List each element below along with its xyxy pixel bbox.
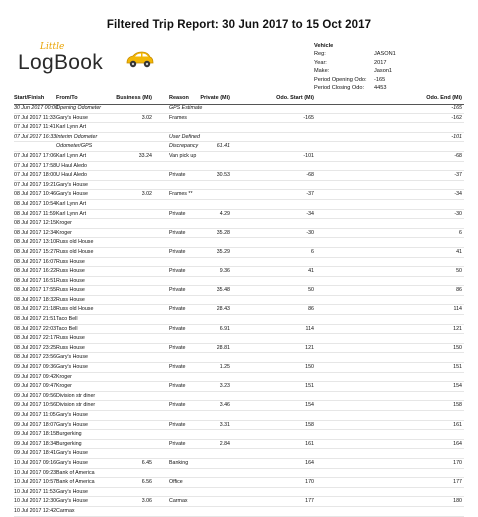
cell-reason: Frames **: [169, 191, 193, 198]
table-row: [14, 459, 464, 469]
cell-odo-start: 114: [305, 325, 314, 332]
cell-reason: User Defined: [169, 133, 200, 140]
table-row: [14, 373, 464, 383]
cell-odo-end: 180: [453, 498, 462, 505]
cell-odo-end: 158: [453, 402, 462, 409]
cell-datetime: 08 Jul 2017 21:18: [14, 306, 57, 313]
col-header-odo-start: Odo. Start (Mi): [276, 95, 314, 101]
vehicle-field-value: -165: [374, 76, 386, 83]
cell-datetime: 08 Jul 2017 16:22: [14, 268, 57, 275]
cell-odo-end: 177: [453, 479, 462, 486]
cell-private: 28.81: [216, 344, 230, 351]
cell-odo-end: -101: [451, 133, 462, 140]
table-row: [14, 334, 464, 344]
cell-datetime: 30 Jun 2017 00:00: [14, 105, 58, 111]
table-row: [14, 286, 464, 296]
cell-odo-start: 177: [305, 498, 314, 505]
table-row: [14, 133, 464, 143]
cell-from-to: Russ House: [56, 287, 85, 294]
cell-datetime: 09 Jul 2017 09:47: [14, 383, 57, 390]
table-row: [14, 440, 464, 450]
cell-datetime: 09 Jul 2017 09:56: [14, 392, 57, 399]
cell-odo-end: -37: [454, 172, 462, 179]
table-row: [14, 305, 464, 315]
cell-from-to: Gary's House: [56, 488, 88, 495]
cell-datetime: 07 Jul 2017 17:06: [14, 152, 57, 159]
cell-reason: Frames: [169, 114, 187, 121]
cell-odo-start: 170: [305, 479, 314, 486]
cell-datetime: 07 Jul 2017 11:41: [14, 124, 56, 131]
cell-from-to: Russ House: [56, 344, 85, 351]
cell-datetime: 08 Jul 2017 16:07: [14, 258, 57, 265]
table-row: [14, 114, 464, 124]
cell-from-to: Gary's House: [56, 421, 88, 428]
cell-private: 35.28: [216, 229, 230, 236]
cell-from-to: Carmax: [56, 507, 75, 514]
cell-reason: Private: [169, 172, 186, 179]
vehicle-field: [314, 50, 396, 58]
cell-from-to: Kroger: [56, 373, 72, 380]
cell-reason: Private: [169, 402, 186, 409]
trip-table-body: [14, 104, 464, 517]
cell-odo-start: 41: [308, 268, 314, 275]
cell-from-to: Odometer/GPS: [56, 143, 93, 150]
cell-datetime: 08 Jul 2017 13:10: [14, 239, 57, 246]
cell-odo-start: -30: [306, 229, 314, 236]
cell-from-to: Taco Bell: [56, 325, 78, 332]
cell-from-to: Opening Odometer: [56, 105, 102, 111]
cell-from-to: Gary's House: [56, 191, 88, 198]
vehicle-field: [314, 76, 396, 84]
cell-private: 4.29: [219, 210, 230, 217]
report-title: Filtered Trip Report: 30 Jun 2017 to 15 Oct 2017: [106, 19, 372, 31]
table-row: [14, 325, 464, 335]
cell-odo-end: -68: [454, 152, 462, 159]
table-row: [14, 162, 464, 172]
table-row: [14, 488, 464, 498]
cell-odo-start: -101: [303, 152, 314, 159]
cell-from-to: Burgerking: [56, 440, 82, 447]
table-row: [14, 392, 464, 402]
table-row: [14, 344, 464, 354]
table-row: [14, 267, 464, 277]
cell-odo-start: 6: [311, 248, 314, 255]
cell-datetime: 07 Jul 2017 16:33: [14, 133, 57, 140]
vehicle-field: [314, 84, 396, 92]
cell-from-to: Russ House: [56, 335, 85, 342]
vehicle-field-value: 2017: [374, 59, 387, 66]
cell-from-to: U Haul Aledo: [56, 162, 87, 169]
table-row: [14, 363, 464, 373]
cell-private: 28.43: [216, 306, 230, 313]
vehicle-field-label: Year:: [314, 59, 327, 66]
table-row: [14, 296, 464, 306]
cell-from-to: Russ House: [56, 268, 85, 275]
cell-datetime: 07 Jul 2017 19:21: [14, 181, 57, 188]
cell-datetime: 10 Jul 2017 12:42: [14, 507, 57, 514]
table-row: [14, 401, 464, 411]
cell-odo-end: 50: [456, 268, 462, 275]
cell-private: 61.41: [216, 143, 230, 150]
cell-reason: Private: [169, 440, 186, 447]
cell-odo-start: 50: [308, 287, 314, 294]
cell-datetime: 07 Jul 2017 11:33: [14, 114, 56, 121]
cell-from-to: Russ old House: [56, 248, 94, 255]
cell-datetime: 08 Jul 2017 11:59: [14, 210, 56, 217]
cell-odo-end: 41: [456, 248, 462, 255]
cell-odo-start: 121: [305, 344, 314, 351]
table-row: [14, 478, 464, 488]
cell-from-to: Division str diner: [56, 392, 96, 399]
cell-business: 33.24: [138, 152, 152, 159]
cell-datetime: 10 Jul 2017 10:57: [14, 479, 57, 486]
table-row: [14, 411, 464, 421]
cell-odo-start: 164: [305, 459, 314, 466]
table-row: [14, 152, 464, 162]
cell-odo-start: 86: [308, 306, 314, 313]
cell-odo-end: -165: [451, 105, 462, 111]
cell-from-to: Gary's House: [56, 114, 88, 121]
col-header-private: Private (Mi): [200, 95, 230, 101]
cell-odo-end: 151: [453, 364, 462, 371]
cell-datetime: 10 Jul 2017 11:53: [14, 488, 56, 495]
cell-datetime: 09 Jul 2017 09:36: [14, 364, 57, 371]
cell-datetime: 08 Jul 2017 12:34: [14, 229, 57, 236]
cell-private: 35.29: [216, 248, 230, 255]
cell-datetime: 09 Jul 2017 18:41: [14, 450, 57, 457]
cell-odo-end: -162: [451, 114, 462, 121]
table-row: [14, 142, 464, 152]
col-header-datetime: Start/Finish: [14, 95, 45, 101]
cell-from-to: Gary's House: [56, 459, 88, 466]
vehicle-field-label: Reg:: [314, 51, 326, 58]
cell-reason: Banking: [169, 459, 189, 466]
table-row: [14, 507, 464, 517]
cell-odo-end: 164: [453, 440, 462, 447]
table-row: [14, 382, 464, 392]
cell-business: 3.06: [141, 498, 152, 505]
cell-from-to: Kroger: [56, 229, 72, 236]
cell-reason: Private: [169, 325, 186, 332]
cell-datetime: 08 Jul 2017 23:25: [14, 344, 57, 351]
cell-datetime: 08 Jul 2017 18:32: [14, 296, 57, 303]
cell-private: 3.46: [219, 402, 230, 409]
cell-odo-end: 161: [453, 421, 462, 428]
cell-odo-end: 121: [453, 325, 462, 332]
cell-datetime: 08 Jul 2017 23:56: [14, 354, 57, 361]
cell-reason: Private: [169, 229, 186, 236]
cell-datetime: 08 Jul 2017 10:54: [14, 200, 57, 207]
cell-datetime: 09 Jul 2017 18:07: [14, 421, 57, 428]
cell-odo-end: 150: [453, 344, 462, 351]
cell-odo-start: 151: [305, 383, 314, 390]
cell-datetime: 08 Jul 2017 17:55: [14, 287, 57, 294]
table-row: [14, 219, 464, 229]
cell-datetime: 08 Jul 2017 22:17: [14, 335, 57, 342]
cell-odo-end: 170: [453, 459, 462, 466]
cell-business: 6.45: [141, 459, 152, 466]
table-row: [14, 315, 464, 325]
cell-private: 6.91: [219, 325, 230, 332]
cell-datetime: 08 Jul 2017 15:27: [14, 248, 57, 255]
cell-odo-start: -34: [306, 210, 314, 217]
cell-from-to: Kroger: [56, 383, 72, 390]
cell-reason: GPS Estimate: [169, 105, 203, 111]
cell-from-to: Karl Lynn Art: [56, 200, 87, 207]
cell-business: 6.56: [141, 479, 152, 486]
cell-from-to: Taco Bell: [56, 316, 78, 323]
cell-from-to: Russ old House: [56, 239, 94, 246]
cell-private: 1.25: [219, 364, 230, 371]
cell-from-to: U Haul Aledo: [56, 172, 87, 179]
vehicle-field: [314, 67, 396, 75]
cell-odo-start: -165: [303, 114, 314, 121]
col-header-from-to: From/To: [56, 95, 78, 101]
cell-reason: Carmax: [169, 498, 188, 505]
cell-from-to: Karl Lynn Art: [56, 210, 87, 217]
vehicle-field-value: 4453: [374, 85, 387, 92]
cell-odo-end: -30: [454, 210, 462, 217]
cell-reason: Private: [169, 364, 186, 371]
table-row: [14, 353, 464, 363]
car-icon: [124, 50, 154, 70]
cell-from-to: Burgerking: [56, 431, 82, 438]
cell-from-to: Russ old House: [56, 306, 94, 313]
cell-from-to: Bank of America: [56, 469, 95, 476]
cell-from-to: Russ House: [56, 277, 85, 284]
cell-odo-start: 158: [305, 421, 314, 428]
table-row: [14, 104, 464, 114]
cell-from-to: Gary's House: [56, 450, 88, 457]
cell-private: 30.53: [216, 172, 230, 179]
cell-from-to: Gary's House: [56, 364, 88, 371]
cell-odo-start: -68: [306, 172, 314, 179]
cell-datetime: 09 Jul 2017 18:34: [14, 440, 57, 447]
cell-odo-end: 6: [459, 229, 462, 236]
cell-reason: Private: [169, 421, 186, 428]
table-row: [14, 181, 464, 191]
cell-odo-start: 154: [305, 402, 314, 409]
vehicle-field-value: Jason1: [374, 68, 393, 75]
cell-from-to: Karl Lynn Art: [56, 152, 87, 159]
table-row: [14, 277, 464, 287]
vehicle-info: [314, 42, 396, 92]
cell-from-to: Karl Lynn Art: [56, 124, 87, 131]
table-row: [14, 497, 464, 507]
table-row: [14, 421, 464, 431]
logo-small-text: Little: [40, 42, 65, 52]
cell-datetime: 08 Jul 2017 16:51: [14, 277, 57, 284]
cell-reason: Private: [169, 210, 186, 217]
table-row: [14, 190, 464, 200]
table-row: [14, 123, 464, 133]
cell-datetime: 07 Jul 2017 17:58: [14, 162, 57, 169]
cell-reason: Private: [169, 248, 186, 255]
cell-odo-start: 161: [305, 440, 314, 447]
cell-from-to: Division str diner: [56, 402, 96, 409]
cell-datetime: 09 Jul 2017 11:05: [14, 412, 56, 418]
vehicle-heading: Vehicle: [314, 43, 334, 49]
cell-private: 35.48: [216, 287, 230, 294]
vehicle-field-label: Make:: [314, 68, 330, 75]
cell-datetime: 08 Jul 2017 12:15: [14, 220, 57, 227]
cell-datetime: 10 Jul 2017 12:30: [14, 498, 57, 505]
table-row: [14, 229, 464, 239]
cell-business: 3.02: [141, 191, 152, 198]
app-logo: [18, 42, 148, 78]
col-header-reason: Reason: [169, 95, 189, 101]
cell-datetime: 10 Jul 2017 09:16: [14, 459, 57, 466]
table-row: [14, 258, 464, 268]
cell-private: 9.36: [219, 268, 230, 275]
cell-private: 3.31: [219, 421, 230, 428]
table-row: [14, 210, 464, 220]
cell-odo-end: -34: [454, 191, 462, 198]
cell-datetime: 08 Jul 2017 22:03: [14, 325, 57, 332]
cell-datetime: 08 Jul 2017 21:51: [14, 316, 57, 323]
cell-odo-start: -37: [306, 191, 314, 198]
cell-from-to: Russ House: [56, 258, 85, 265]
cell-odo-end: 86: [456, 287, 462, 294]
cell-odo-start: 150: [305, 364, 314, 371]
cell-private: 2.84: [219, 440, 230, 447]
table-row: [14, 449, 464, 459]
cell-from-to: Bank of America: [56, 479, 95, 486]
cell-datetime: 09 Jul 2017 18:15: [14, 431, 57, 438]
vehicle-field-label: Period Closing Odo:: [314, 85, 365, 92]
cell-reason: Discrepancy: [169, 143, 199, 150]
cell-reason: Private: [169, 344, 186, 351]
cell-datetime: 08 Jul 2017 10:46: [14, 191, 57, 198]
vehicle-field-value: JASON1: [374, 51, 396, 58]
cell-datetime: 10 Jul 2017 09:23: [14, 469, 57, 476]
cell-from-to: Interim Odometer: [56, 133, 98, 140]
cell-odo-end: 154: [453, 383, 462, 390]
table-row: [14, 200, 464, 210]
cell-business: 3.02: [141, 114, 152, 121]
cell-private: 3.23: [219, 383, 230, 390]
vehicle-field-label: Period Opening Odo:: [314, 76, 367, 83]
vehicle-field: [314, 59, 396, 67]
cell-reason: Office: [169, 479, 183, 486]
logo-main-text: LogBook: [18, 51, 104, 74]
table-row: [14, 430, 464, 440]
cell-from-to: Gary's House: [56, 412, 88, 418]
cell-reason: Private: [169, 268, 186, 275]
cell-from-to: Russ House: [56, 296, 85, 303]
cell-reason: Private: [169, 383, 186, 390]
cell-reason: Van pick up: [169, 152, 197, 159]
table-row: [14, 469, 464, 479]
col-header-odo-end: Odo. End (Mi): [426, 95, 462, 101]
cell-datetime: 09 Jul 2017 10:56: [14, 402, 57, 409]
cell-odo-end: 114: [453, 306, 462, 313]
cell-from-to: Gary's House: [56, 354, 88, 361]
table-row: [14, 238, 464, 248]
cell-reason: Private: [169, 287, 186, 294]
cell-from-to: Kroger: [56, 220, 72, 227]
cell-from-to: Gary's House: [56, 498, 88, 505]
table-row: [14, 171, 464, 181]
col-header-business: Business (Mi): [116, 95, 152, 101]
table-row: [14, 248, 464, 258]
cell-datetime: 09 Jul 2017 09:42: [14, 373, 57, 380]
cell-from-to: Gary's House: [56, 181, 88, 188]
cell-datetime: 07 Jul 2017 18:00: [14, 172, 57, 179]
cell-reason: Private: [169, 306, 186, 313]
